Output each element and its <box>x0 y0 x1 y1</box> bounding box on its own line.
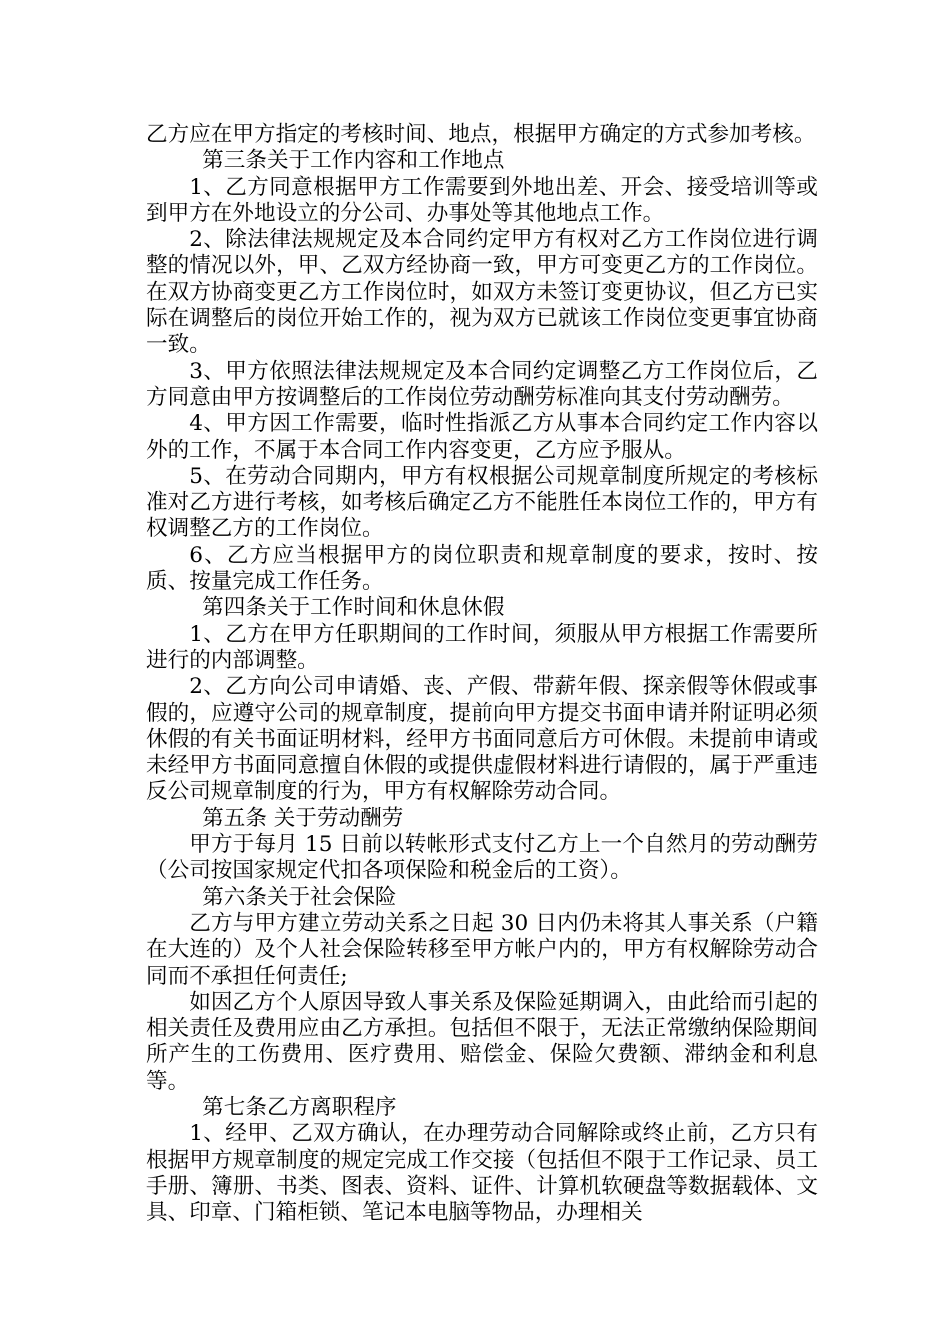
article-6-body-1: 乙方与甲方建立劳动关系之日起 30 日内仍未将其人事关系（户籍在大连的）及个人社会保险转移至甲方帐户内的，甲方有权解除劳动合同而不承担任何责任; <box>146 910 818 989</box>
article-7-clause-1: 1、经甲、乙双方确认，在办理劳动合同解除或终止前，乙方只有根据甲方规章制度的规定完成工作交接（包括但不限于工作记录、员工手册、簿册、书类、图表、资料、证件、计算机软硬盘等数据载体、文具、印章、门箱柜锁、笔记本电脑等物品，办理相关 <box>146 1121 818 1226</box>
document-page <box>146 122 818 1226</box>
article-6-heading: 第六条关于社会保险 <box>202 884 397 910</box>
article-5-body: 甲方于每月 15 日前以转帐形式支付乙方上一个自然月的劳动酬劳（公司按国家规定代扣各项保险和税金后的工资）。 <box>146 832 818 884</box>
article-3-clause-4: 4、甲方因工作需要，临时性指派乙方从事本合同约定工作内容以外的工作，不属于本合同工作内容变更，乙方应予服从。 <box>146 411 818 463</box>
article-3-clause-1: 1、乙方同意根据甲方工作需要到外地出差、开会、接受培训等或到甲方在外地设立的分公司、办事处等其他地点工作。 <box>146 174 818 226</box>
article-4-heading: 第四条关于工作时间和休息休假 <box>202 595 505 621</box>
article-3-heading: 第三条关于工作内容和工作地点 <box>202 148 505 174</box>
article-3-clause-5: 5、在劳动合同期内，甲方有权根据公司规章制度所规定的考核标准对乙方进行考核，如考核后确定乙方不能胜任本岗位工作的，甲方有权调整乙方的工作岗位。 <box>146 463 818 542</box>
article-3-clause-6: 6、乙方应当根据甲方的岗位职责和规章制度的要求，按时、按质、按量完成工作任务。 <box>146 542 818 595</box>
article-6-body-2: 如因乙方个人原因导致人事关系及保险延期调入，由此给而引起的相关责任及费用应由乙方承担。包括但不限于，无法正常缴纳保险期间所产生的工伤费用、医疗费用、赔偿金、保险欠费额、滞纳金和利息等。 <box>146 989 818 1094</box>
paragraph-continuation: 乙方应在甲方指定的考核时间、地点，根据甲方确定的方式参加考核。 <box>146 122 816 147</box>
article-4-clause-2: 2、乙方向公司申请婚、丧、产假、带薪年假、探亲假等休假或事假的，应遵守公司的规章制度，提前向甲方提交书面申请并附证明必须休假的有关书面证明材料，经甲方书面同意后方可休假。未提前申请或未经甲方书面同意擅自休假的或提供虚假材料进行请假的，属于严重违反公司规章制度的行为，甲方有权解除劳动合同。 <box>146 674 818 805</box>
article-7-heading: 第七条乙方离职程序 <box>202 1094 397 1120</box>
article-4-clause-1: 1、乙方在甲方任职期间的工作时间，须服从甲方根据工作需要所进行的内部调整。 <box>146 621 818 673</box>
article-3-clause-2: 2、除法律法规规定及本合同约定甲方有权对乙方工作岗位进行调整的情况以外，甲、乙双方经协商一致，甲方可变更乙方的工作岗位。在双方协商变更乙方工作岗位时，如双方未签订变更协议，但乙方已实际在调整后的岗位开始工作的，视为双方已就该工作岗位变更事宜协商一致。 <box>146 227 818 358</box>
article-3-clause-3: 3、甲方依照法律法规规定及本合同约定调整乙方工作岗位后，乙方同意由甲方按调整后的工作岗位劳动酬劳标准向其支付劳动酬劳。 <box>146 358 818 410</box>
article-5-heading: 第五条 关于劳动酬劳 <box>202 805 404 831</box>
